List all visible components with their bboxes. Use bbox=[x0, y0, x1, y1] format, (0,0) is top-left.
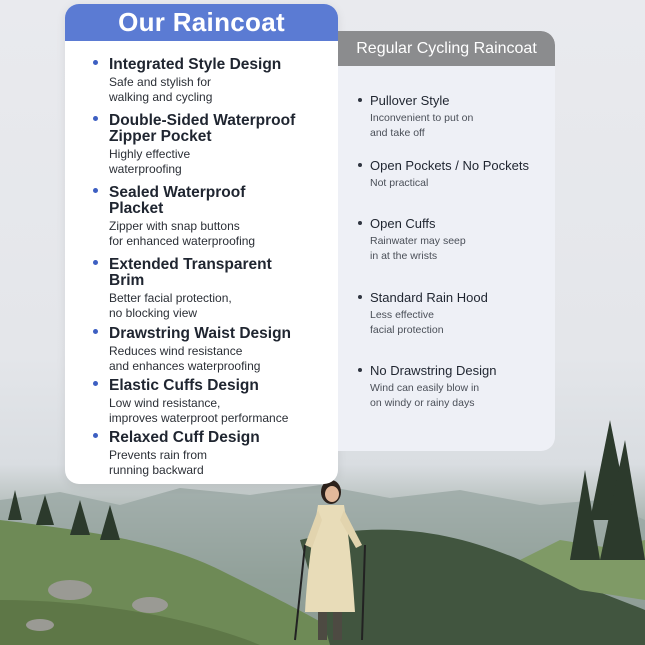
bullet-icon bbox=[358, 368, 362, 372]
item-title: Double-Sided Waterproof Zipper Pocket bbox=[109, 112, 296, 145]
item-title: Standard Rain Hood bbox=[370, 290, 488, 305]
item-desc: Reduces wind resistance and enhances waterproofing bbox=[109, 344, 261, 373]
item-desc: Zipper with snap buttons for enhanced waterproofing bbox=[109, 219, 256, 248]
item-desc: Safe and stylish for walking and cycling bbox=[109, 75, 213, 104]
item-desc: Wind can easily blow in on windy or rainy days bbox=[370, 382, 480, 409]
item-title: Open Cuffs bbox=[370, 216, 436, 231]
item-desc: Not practical bbox=[370, 177, 429, 189]
bullet-icon bbox=[93, 329, 98, 334]
item-desc: Low wind resistance, improves waterproot performance bbox=[109, 396, 289, 425]
item-title: Integrated Style Design bbox=[109, 56, 282, 73]
item-title: Extended Transparent Brim bbox=[109, 256, 272, 289]
item-desc: Better facial protection, no blocking view bbox=[109, 291, 232, 320]
bullet-icon bbox=[358, 163, 362, 167]
list-item bbox=[109, 185, 329, 248]
panel-title: Our Raincoat bbox=[65, 4, 338, 41]
list-item bbox=[370, 290, 550, 337]
bullet-icon bbox=[93, 188, 98, 193]
item-desc: Rainwater may seep in at the wrists bbox=[370, 235, 466, 262]
bullet-icon bbox=[358, 221, 362, 225]
list-item bbox=[109, 257, 329, 320]
item-title: Elastic Cuffs Design bbox=[109, 377, 259, 394]
item-title: Open Pockets / No Pockets bbox=[370, 158, 529, 173]
list-item bbox=[370, 158, 550, 191]
item-title: No Drawstring Design bbox=[370, 363, 497, 378]
list-item bbox=[109, 57, 329, 104]
bullet-icon bbox=[93, 381, 98, 386]
item-desc: Less effective facial protection bbox=[370, 309, 444, 336]
bullet-icon bbox=[358, 98, 362, 102]
bullet-icon bbox=[358, 295, 362, 299]
item-title: Drawstring Waist Design bbox=[109, 325, 292, 342]
list-item bbox=[370, 216, 550, 263]
item-title: Sealed Waterproof Placket bbox=[109, 184, 246, 217]
bullet-icon bbox=[93, 260, 98, 265]
item-desc: Highly effective waterproofing bbox=[109, 147, 191, 176]
item-desc: Inconvenient to put on and take off bbox=[370, 112, 474, 139]
item-title: Relaxed Cuff Design bbox=[109, 429, 260, 446]
list-item bbox=[109, 113, 329, 176]
panel-title: Regular Cycling Raincoat bbox=[338, 31, 555, 66]
list-item bbox=[109, 326, 329, 373]
regular-raincoat-panel bbox=[338, 31, 555, 451]
list-item bbox=[109, 430, 329, 477]
our-raincoat-panel bbox=[65, 4, 338, 484]
list-item bbox=[370, 363, 550, 410]
item-desc: Prevents rain from running backward bbox=[109, 448, 208, 477]
bullet-icon bbox=[93, 60, 98, 65]
item-title: Pullover Style bbox=[370, 93, 450, 108]
bullet-icon bbox=[93, 116, 98, 121]
list-item bbox=[109, 378, 329, 425]
bullet-icon bbox=[93, 433, 98, 438]
list-item bbox=[370, 93, 550, 140]
